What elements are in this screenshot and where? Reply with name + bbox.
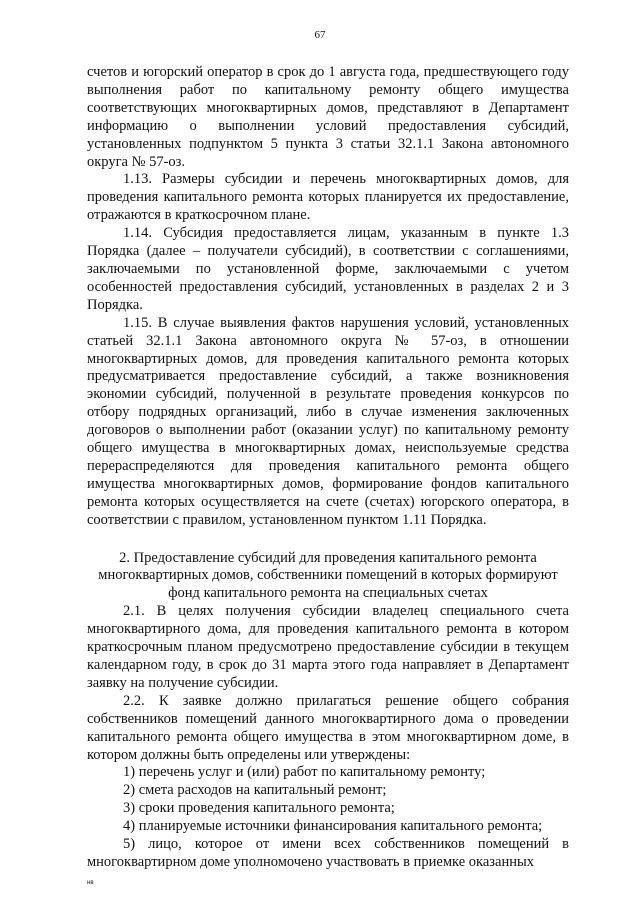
page-number: 67 bbox=[314, 29, 326, 41]
document-body bbox=[87, 64, 569, 872]
paragraph-2-2: 2.2. К заявке должно прилагаться решение общего собрания собственников помещений данного многоквартирного дома о проведении капитального ремонта общего имущества в этом многоквартирном доме, в котором должны быть определены или утверждены: bbox=[87, 692, 569, 763]
list-item: 2) смета расходов на капитальный ремонт; bbox=[123, 782, 387, 799]
list-item: 5) лицо, которое от имени всех собственников помещений в многоквартирном доме уполномочено участвовать в приемке оказанных bbox=[87, 836, 569, 870]
paragraph-1-13: 1.13. Размеры субсидии и перечень многоквартирных домов, для проведения капитального ремонта которых планируется их предоставление, отражаются в краткосрочном плане. bbox=[87, 171, 569, 224]
paragraph-2-1: 2.1. В целях получения субсидии владелец специального счета многоквартирного дома, для проведения капитального ремонта в котором краткосрочным планом предусмотрено предоставление субсидии в текущем календарном году, в срок до 31 марта этого года направляет в Департамент заявку на получение субсидии. bbox=[87, 603, 569, 691]
list-item: 4) планируемые источники финансирования капитального ремонта; bbox=[123, 818, 543, 835]
list-item: 1) перечень услуг и (или) работ по капитальному ремонту; bbox=[123, 764, 486, 781]
paragraph-1-14: 1.14. Субсидия предоставляется лицам, указанным в пункте 1.3 Порядка (далее – получатели субсидий), в соответствии с соглашениями, заключаемыми по установленной форме, заключаемыми с учетом особенностей предоставления субсидий, установленных в разделах 2 и 3 Порядка. bbox=[87, 225, 569, 313]
paragraph-continuation: счетов и югорский оператор в срок до 1 августа года, предшествующего году выполнения работ по капитальному ремонту общего имущества соответствующих многоквартирных домов, представляют в Департамент информацию о выполнении условий предоставления субсидий, установленных подпунктом 5 пункта 3 статьи 32.1.1 Закона автономного округа № 57-оз. bbox=[87, 64, 569, 170]
footer-mark: нв bbox=[87, 880, 94, 886]
section-heading-2: 2. Предоставление субсидий для проведения капитального ремонта многоквартирных домов, собственники помещений в которых формируют фонд капитального ремонта на специальных счетах bbox=[98, 549, 558, 602]
paragraph-1-15: 1.15. В случае выявления фактов нарушения условий, установленных статьей 32.1.1 Закона автономного округа № 57-оз, в отношении многоквартирных домов, для проведения капитального ремонта которых предусматривается предоставление субсидий, а также возникновения экономии субсидий, полученной в результате проведения конкурсов по отбору подрядных организаций, либо в случае изменения заключенных договоров о выполнении работ (оказании услуг) по капитальному ремонту общего имущества в многоквартирных домах, неиспользуемые средства перераспределяются для проведения капитального ремонта общего имущества многоквартирных домов, формирование фондов капитального ремонта которых осуществляется на счете (счетах) югорского оператора, в соответствии с правилом, установленном пунктом 1.11 Порядка. bbox=[87, 314, 569, 528]
list-item: 3) сроки проведения капитального ремонта; bbox=[123, 800, 395, 817]
